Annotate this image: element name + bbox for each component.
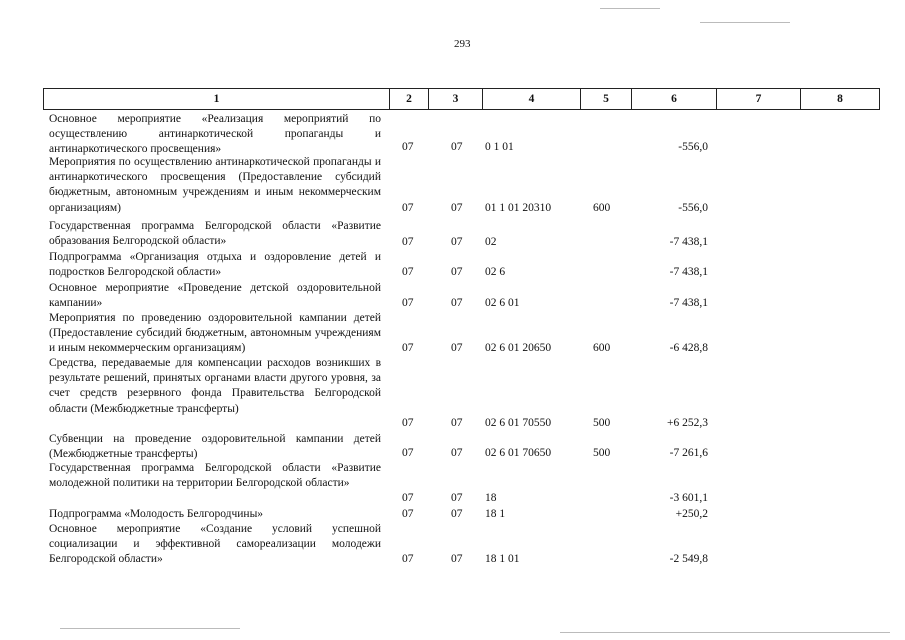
row-amount: -6 428,8 <box>669 342 708 354</box>
scan-noise <box>560 632 890 633</box>
row-section: 07 <box>402 508 414 520</box>
row-target-code: 02 6 01 70550 <box>485 417 552 429</box>
page-number: 293 <box>454 38 471 50</box>
row-section: 07 <box>402 202 414 214</box>
row-description: Государственная программа Белгородской области «Развитие образования Белгородской области» <box>49 220 381 248</box>
row-amount: -3 601,1 <box>669 492 708 504</box>
row-subsection: 07 <box>451 417 463 429</box>
row-target-code: 0 1 01 <box>485 141 514 153</box>
header-col-5: 5 <box>580 89 631 109</box>
row-section: 07 <box>402 141 414 153</box>
row-expense-type: 600 <box>593 342 611 354</box>
header-col-2: 2 <box>389 89 428 109</box>
header-col-4: 4 <box>482 89 580 109</box>
row-target-code: 18 1 <box>485 508 506 520</box>
scan-noise <box>600 8 660 9</box>
row-amount: -556,0 <box>678 202 708 214</box>
row-subsection: 07 <box>451 202 463 214</box>
row-expense-type: 500 <box>593 417 611 429</box>
header-col-1: 1 <box>213 93 220 105</box>
scan-noise <box>60 628 240 629</box>
row-target-code: 02 6 <box>485 266 506 278</box>
row-subsection: 07 <box>451 297 463 309</box>
row-subsection: 07 <box>451 141 463 153</box>
row-amount: -556,0 <box>678 141 708 153</box>
row-target-code: 01 1 01 20310 <box>485 202 552 214</box>
row-description: Подпрограмма «Молодость Белгородчины» <box>49 508 264 520</box>
row-section: 07 <box>402 297 414 309</box>
row-amount: -7 438,1 <box>669 297 708 309</box>
row-target-code: 02 6 01 20650 <box>485 342 552 354</box>
row-amount: -7 261,6 <box>669 447 708 459</box>
row-subsection: 07 <box>451 508 463 520</box>
row-subsection: 07 <box>451 447 463 459</box>
row-description: Основное мероприятие «Создание условий успешной социализации и эффективной самореализации молодежи Белгородской области» <box>49 523 381 566</box>
row-description: Основное мероприятие «Реализация мероприятий по осуществлению антинаркотической пропаганды и антинаркотического просвещения» <box>49 113 381 156</box>
row-description: Субвенции на проведение оздоровительной кампании детей (Межбюджетные трансферты) <box>49 433 381 461</box>
header-col-3: 3 <box>428 89 482 109</box>
header-col-8: 8 <box>800 89 879 109</box>
row-section: 07 <box>402 266 414 278</box>
row-subsection: 07 <box>451 236 463 248</box>
row-subsection: 07 <box>451 553 463 565</box>
row-target-code: 02 <box>485 236 497 248</box>
row-description: Мероприятия по проведению оздоровительной кампании детей (Предоставление субсидий бюджетным, автономным учреждениям и иным некоммерческим организациям) <box>49 312 381 355</box>
header-col-7: 7 <box>716 89 800 109</box>
row-description: Подпрограмма «Организация отдыха и оздоровление детей и подростков Белгородской области» <box>49 251 381 279</box>
row-subsection: 07 <box>451 342 463 354</box>
row-description: Основное мероприятие «Проведение детской оздоровительной кампании» <box>49 282 381 310</box>
row-target-code: 02 6 01 70650 <box>485 447 552 459</box>
row-description: Государственная программа Белгородской области «Развитие молодежной политики на территории Белгородской области» <box>49 462 381 490</box>
row-amount: -7 438,1 <box>669 266 708 278</box>
row-description: Средства, передаваемые для компенсации расходов возникших в результате решений, принятых органами власти другого уровня, за счет средств резервного фонда Правительства Белгородской области (Межбюджетные трансферты) <box>49 357 381 415</box>
row-target-code: 02 6 01 <box>485 297 520 309</box>
scan-noise <box>700 22 790 23</box>
row-section: 07 <box>402 492 414 504</box>
row-amount: -2 549,8 <box>669 553 708 565</box>
header-col-6: 6 <box>631 89 716 109</box>
row-amount: +250,2 <box>675 508 708 520</box>
row-section: 07 <box>402 417 414 429</box>
row-description: Мероприятия по осуществлению антинаркотической пропаганды и антинаркотического просвещения (Предоставление субсидий бюджетным, автономным учреждениям и иным некоммерческим организациям) <box>49 156 381 214</box>
row-expense-type: 500 <box>593 447 611 459</box>
row-subsection: 07 <box>451 266 463 278</box>
row-section: 07 <box>402 553 414 565</box>
row-section: 07 <box>402 342 414 354</box>
row-target-code: 18 <box>485 492 497 504</box>
row-target-code: 18 1 01 <box>485 553 520 565</box>
table-header <box>43 88 880 110</box>
row-section: 07 <box>402 236 414 248</box>
row-amount: -7 438,1 <box>669 236 708 248</box>
row-section: 07 <box>402 447 414 459</box>
row-amount: +6 252,3 <box>667 417 708 429</box>
row-subsection: 07 <box>451 492 463 504</box>
row-expense-type: 600 <box>593 202 611 214</box>
